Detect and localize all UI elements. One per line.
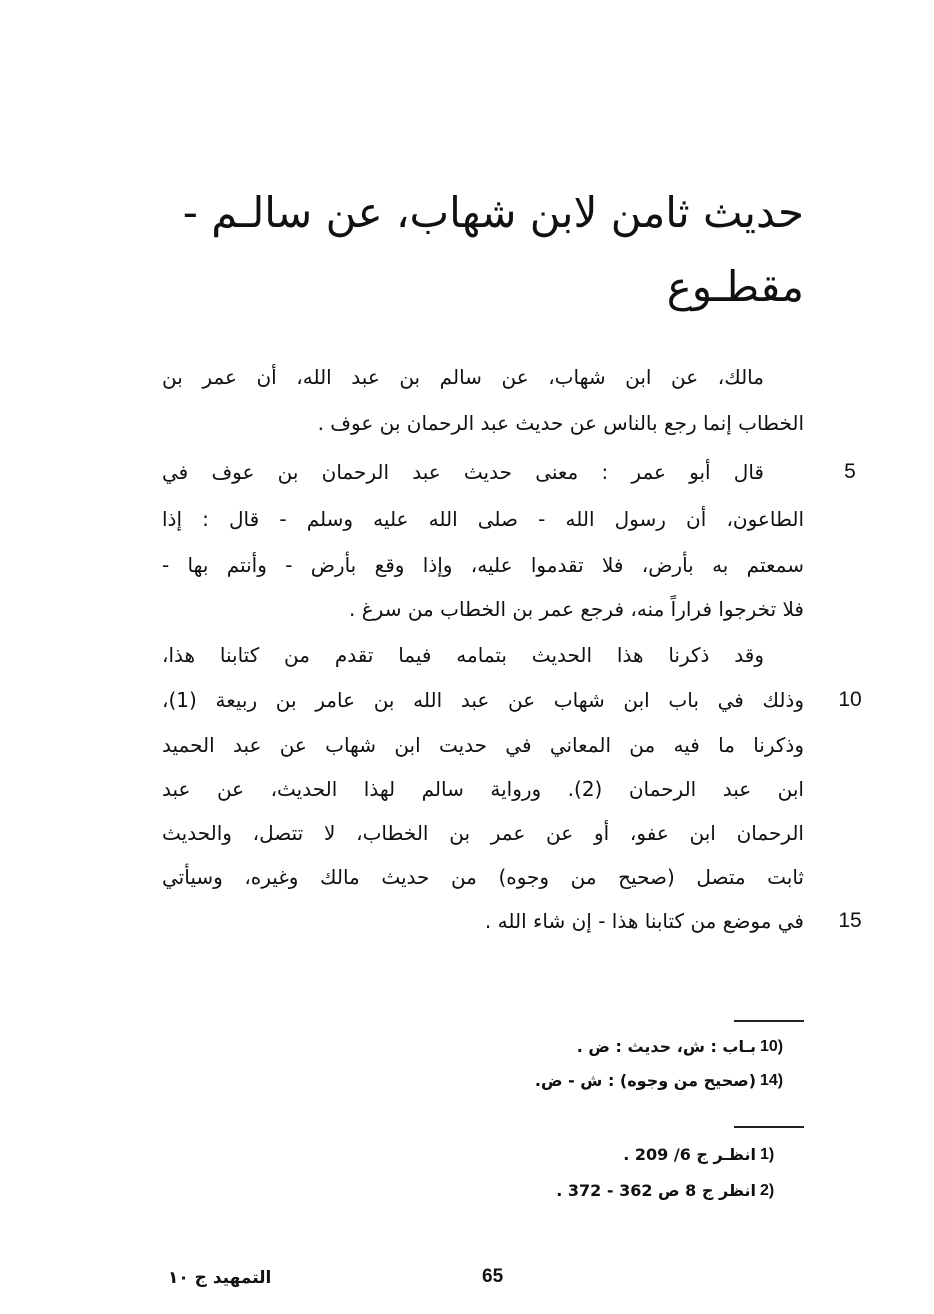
body-line-12: ثابت متصل (صحيح من وجوه) من حديث مالك وغيره، وسيأتي [162,865,804,889]
line-number-15: 15 [838,909,862,932]
variants-separator [734,1020,804,1022]
body-line-6: فلا تخرجوا فراراً منه، فرجع عمر بن الخطاب من سرغ . [349,597,804,621]
footnote-2: انظر ج 8 ص 362 - 372 . [556,1181,756,1200]
chapter-title-line-2: مقطـوع [666,262,804,311]
line-number-10: 10 [838,688,862,711]
body-line-13: في موضع من كتابنا هذا - إن شاء الله . [484,909,804,933]
line-number-5: 5 [844,460,856,483]
footnote-1: انظـر ج 6/ 209 . [623,1145,756,1164]
page-number: 65 [482,1266,504,1287]
footnotes-separator [734,1126,804,1128]
body-line-4: الطاعون، أن رسول الله - صلى الله عليه وسلم - قال : إذا [162,507,804,531]
body-line-2: الخطاب إنما رجع بالناس عن حديث عبد الرحمان بن عوف . [317,411,804,435]
body-line-9: وذكرنا ما فيه من المعاني في حديت ابن شهاب عن عبد الحميد [162,733,804,757]
body-line-3: قال أبو عمر : معنى حديث عبد الرحمان بن عوف في [162,460,764,484]
variant-number-2: 14) [760,1072,784,1089]
chapter-title [124,176,804,324]
footnote-number-2: 2) [760,1182,775,1199]
variant-number-1: 10) [760,1038,784,1055]
body-line-1: مالك، عن ابن شهاب، عن سالم بن عبد الله، أن عمر بن [162,365,764,389]
footnote-number-1: 1) [760,1146,775,1163]
body-line-5: سمعتم به بأرض، فلا تقدموا عليه، وإذا وقع بأرض - وأنتم بها - [162,553,804,577]
variant-note-1: بـاب : ش، حديث : ض . [576,1037,756,1056]
book-signature: التمهيد ج ١٠ [168,1268,272,1288]
chapter-title-line-1: حديث ثامن لابن شهاب، عن سالـم - [182,188,804,237]
body-line-8: وذلك في باب ابن شهاب عن عبد الله بن عامر بن ربيعة (1)، [162,688,804,712]
variant-note-2: (صحيح من وجوه) : ش - ض. [534,1071,756,1090]
body-line-11: الرحمان ابن عفو، أو عن عمر بن الخطاب، لا تتصل، والحديث [162,821,804,845]
body-line-10: ابن عبد الرحمان (2). ورواية سالم لهذا الحديث، عن عبد [162,777,804,801]
body-line-7: وقد ذكرنا هذا الحديث بتمامه فيما تقدم من كتابنا هذا، [162,643,764,667]
